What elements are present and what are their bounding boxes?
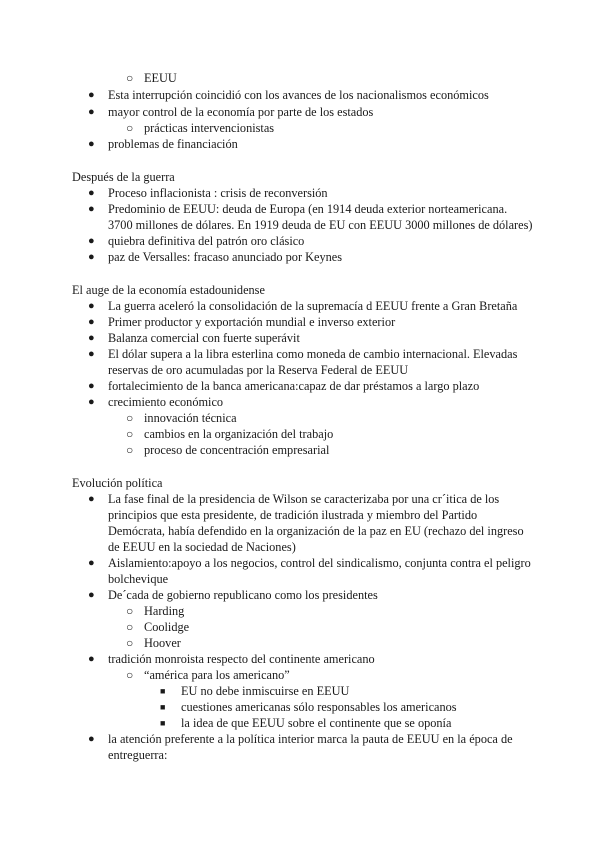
filled-circle-bullet-icon: ● [88,396,95,408]
filled-square-bullet-icon: ■ [160,686,166,696]
list-item: ● Predominio de EEUU: deuda de Europa (en 1914 deuda exterior norteamericana. [88,202,508,216]
list-item: ● La guerra aceleró la consolidación de la supremacía d EEUU frente a Gran Bretaña [88,299,518,313]
list-item: ○ cambios en la organización del trabajo [126,427,334,441]
list-item: ● De´cada de gobierno republicano como los presidentes [88,588,378,602]
list-item: ● crecimiento económico [88,395,224,409]
filled-circle-bullet-icon: ● [88,733,95,745]
list-item: ● Proceso inflacionista : crisis de reconversión [88,186,328,200]
list-item: ● Balanza comercial con fuerte superávit [88,331,300,345]
list-item: ● problemas de financiación [88,137,238,151]
filled-circle-bullet-icon: ● [88,332,95,344]
list-item-continuation: de EEUU en la sociedad de Naciones) [108,540,296,554]
list-item: ● El dólar supera a la libra esterlina como moneda de cambio internacional. Elevadas [88,347,518,361]
list-item: ○ proceso de concentración empresarial [126,443,330,457]
filled-circle-bullet-icon: ● [88,557,95,569]
filled-circle-bullet-icon: ● [88,187,95,199]
list-item: ○ Harding [126,604,185,618]
list-item: ○ Hoover [126,636,181,650]
list-item-continuation: entreguerra: [108,748,168,762]
list-item-continuation: principios que esta presidente, de tradición ilustrada y miembro del Partido [108,508,478,522]
filled-circle-bullet-icon: ● [88,138,95,150]
hollow-circle-bullet-icon: ○ [126,604,134,618]
hollow-circle-bullet-icon: ○ [126,443,134,457]
filled-circle-bullet-icon: ● [88,235,95,247]
hollow-circle-bullet-icon: ○ [126,71,134,85]
filled-square-bullet-icon: ■ [160,718,166,728]
list-item: ■ cuestiones americanas sólo responsables los americanos [160,700,457,714]
list-item: ● Aislamiento:apoyo a los negocios, control del sindicalismo, conjunta contra el peligro [88,556,531,570]
filled-circle-bullet-icon: ● [88,251,95,263]
list-item: ● tradición monroista respecto del continente americano [88,652,375,666]
list-item: ● mayor control de la economía por parte de los estados [88,105,374,119]
list-item: ● la atención preferente a la política interior marca la pauta de EEUU en la época de [88,732,513,746]
list-item: ● fortalecimiento de la banca americana:capaz de dar préstamos a largo plazo [88,379,480,393]
list-item: ● La fase final de la presidencia de Wilson se caracterizaba por una cr´itica de los [88,492,500,506]
hollow-circle-bullet-icon: ○ [126,620,134,634]
list-item: ● Primer productor y exportación mundial e inverso exterior [88,315,396,329]
list-item: ■ la idea de que EEUU sobre el continente que se oponía [160,716,452,730]
filled-circle-bullet-icon: ● [88,493,95,505]
hollow-circle-bullet-icon: ○ [126,411,134,425]
list-item: ○ Coolidge [126,620,190,634]
filled-circle-bullet-icon: ● [88,106,95,118]
list-item-continuation: reservas de oro acumuladas por la Reserva Federal de EEUU [108,363,409,377]
list-item: ● Esta interrupción coincidió con los avances de los nacionalismos económicos [88,88,489,102]
filled-circle-bullet-icon: ● [88,653,95,665]
list-item: ○ “américa para los americano” [126,668,290,682]
list-item-continuation: bolchevique [108,572,169,586]
filled-circle-bullet-icon: ● [88,300,95,312]
hollow-circle-bullet-icon: ○ [126,427,134,441]
filled-square-bullet-icon: ■ [160,702,166,712]
hollow-circle-bullet-icon: ○ [126,668,134,682]
section-heading: Después de la guerra [72,170,175,184]
list-item: ● quiebra definitiva del patrón oro clásico [88,234,305,248]
hollow-circle-bullet-icon: ○ [126,121,134,135]
section-heading: Evolución política [72,476,163,490]
filled-circle-bullet-icon: ● [88,380,95,392]
filled-circle-bullet-icon: ● [88,89,95,101]
filled-circle-bullet-icon: ● [88,348,95,360]
filled-circle-bullet-icon: ● [88,203,95,215]
list-item: ○ EEUU [126,71,177,85]
list-item-continuation: Demócrata, había defendido en la organización de la paz en EU (rechazo del ingreso [108,524,524,538]
list-item: ○ innovación técnica [126,411,237,425]
list-item: ■ EU no debe inmiscuirse en EEUU [160,684,350,698]
list-item: ● paz de Versalles: fracaso anunciado por Keynes [88,250,343,264]
filled-circle-bullet-icon: ● [88,316,95,328]
section-heading: El auge de la economía estadounidense [72,283,265,297]
hollow-circle-bullet-icon: ○ [126,636,134,650]
list-item-continuation: 3700 millones de dólares. En 1919 deuda de EU con EEUU 3000 millones de dólares) [108,218,533,232]
filled-circle-bullet-icon: ● [88,589,95,601]
list-item: ○ prácticas intervencionistas [126,121,275,135]
